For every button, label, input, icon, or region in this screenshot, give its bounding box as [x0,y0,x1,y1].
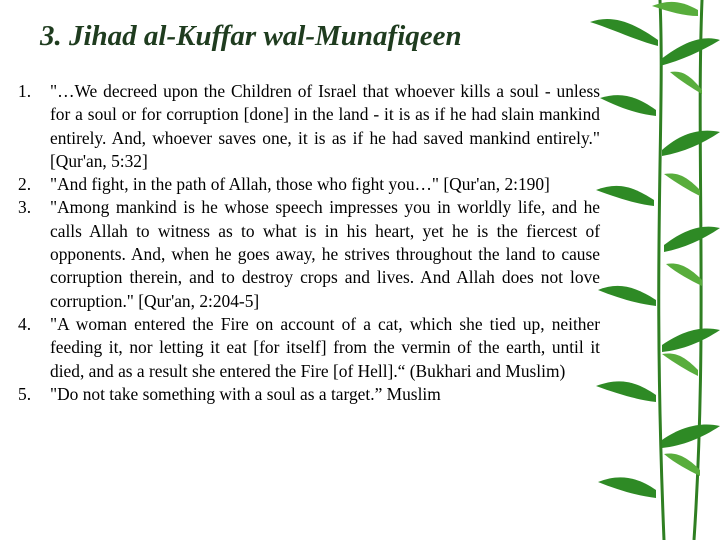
list-item-text: "Do not take something with a soul as a target.” Muslim [50,383,441,404]
list-item-number: 3. [18,197,32,218]
list-item-number: 1. [18,81,32,101]
list-item-text: "Among mankind is he whose speech impresses you in worldly life, and he calls Allah to witness as to what is in his heart, yet he is the fiercest of opponents. And, when he goes away, he strives throughout the land to cause corruption therein, and to destroy crops and lives. And Allah does not love corruption." [Qur'an, 2:204-5] [50,197,600,311]
list-item-text: "A woman entered the Fire on account of a cat, which she tied up, neither feeding it, nor letting it eat [for itself] from the vermin of the earth, until it died, and as a result she entered the Fire [of Hell].“ (Bukhari and Muslim) [50,313,600,381]
list-item-text: "And fight, in the path of Allah, those who fight you…" [Qur'an, 2:190] [50,174,550,195]
list-item-number: 4. [18,313,32,334]
list-item-text: "…We decreed upon the Children of Israel that whoever kills a soul - unless for a soul or for corruption [done] in the land - it is as if he had slain mankind entirely. And, whoever saves one, it is as if he had saved mankind entirely." [Qur'an, 5:32] [50,81,600,171]
list-item [18,80,600,173]
list-item [18,383,600,406]
list-item [18,173,600,196]
list-item-number: 5. [18,383,32,404]
slide-title: 3. Jihad al-Kuffar wal-Munafiqeen [40,20,462,52]
bamboo-decoration [590,0,720,540]
quote-list [18,80,600,406]
list-item [18,313,600,383]
list-item [18,196,600,312]
list-item-number: 2. [18,174,32,195]
